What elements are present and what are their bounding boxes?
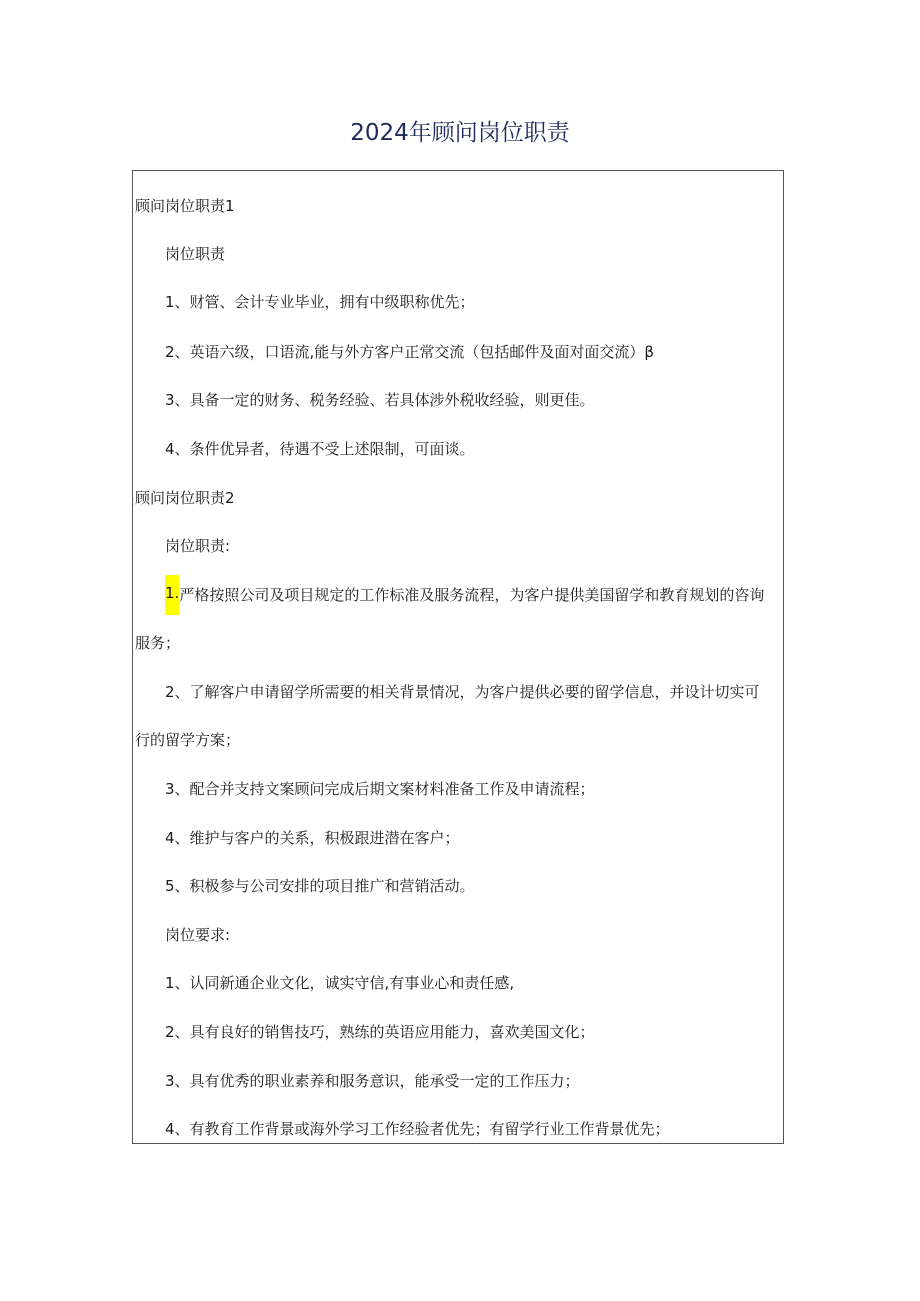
subheading-duties-2: 岗位职责: bbox=[165, 537, 231, 555]
list-item: 2、了解客户申请留学所需要的相关背景情况，为客户提供必要的留学信息，并设计切实可 bbox=[165, 683, 760, 701]
list-item bbox=[165, 585, 764, 615]
list-item: 3、具备一定的财务、税务经验、若具体涉外税收经验，则更佳。 bbox=[165, 391, 595, 409]
list-item: 4、有教育工作背景或海外学习工作经验者优先；有留学行业工作背景优先； bbox=[165, 1120, 670, 1138]
subheading-duties-1: 岗位职责 bbox=[165, 245, 226, 263]
subheading-requirements: 岗位要求: bbox=[165, 926, 231, 944]
list-item: 3、配合并支持文案顾问完成后期文案材料准备工作及申请流程； bbox=[165, 780, 595, 798]
list-item: 2、英语六级，口语流,能与外方客户正常交流（包括邮件及面对面交流）β bbox=[165, 343, 654, 361]
list-item: 2、具有良好的销售技巧，熟练的英语应用能力，喜欢美国文化； bbox=[165, 1023, 595, 1041]
list-item: 5、积极参与公司安排的项目推广和营销活动。 bbox=[165, 877, 475, 895]
list-item-text: 严格按照公司及项目规定的工作标准及服务流程，为客户提供美国留学和教育规划的咨询 bbox=[179, 586, 765, 604]
document-title: 2024年顾问岗位职责 bbox=[350, 120, 570, 146]
list-item: 3、具有优秀的职业素养和服务意识，能承受一定的工作压力； bbox=[165, 1072, 580, 1090]
list-item-continuation: 行的留学方案； bbox=[135, 731, 241, 749]
section-heading-1: 顾问岗位职责1 bbox=[135, 197, 235, 215]
list-item: 1、财管、会计专业毕业，拥有中级职称优先； bbox=[165, 293, 475, 311]
list-item: 4、维护与客户的关系，积极跟进潜在客户； bbox=[165, 829, 460, 847]
content-frame bbox=[132, 170, 784, 1144]
highlighted-number: 1. bbox=[165, 575, 179, 615]
list-item: 4、条件优异者，待遇不受上述限制，可面谈。 bbox=[165, 440, 475, 458]
list-item-continuation: 服务； bbox=[135, 634, 181, 652]
section-heading-2: 顾问岗位职责2 bbox=[135, 489, 235, 507]
list-item: 1、认同新通企业文化，诚实守信,有事业心和责任感, bbox=[165, 974, 515, 992]
